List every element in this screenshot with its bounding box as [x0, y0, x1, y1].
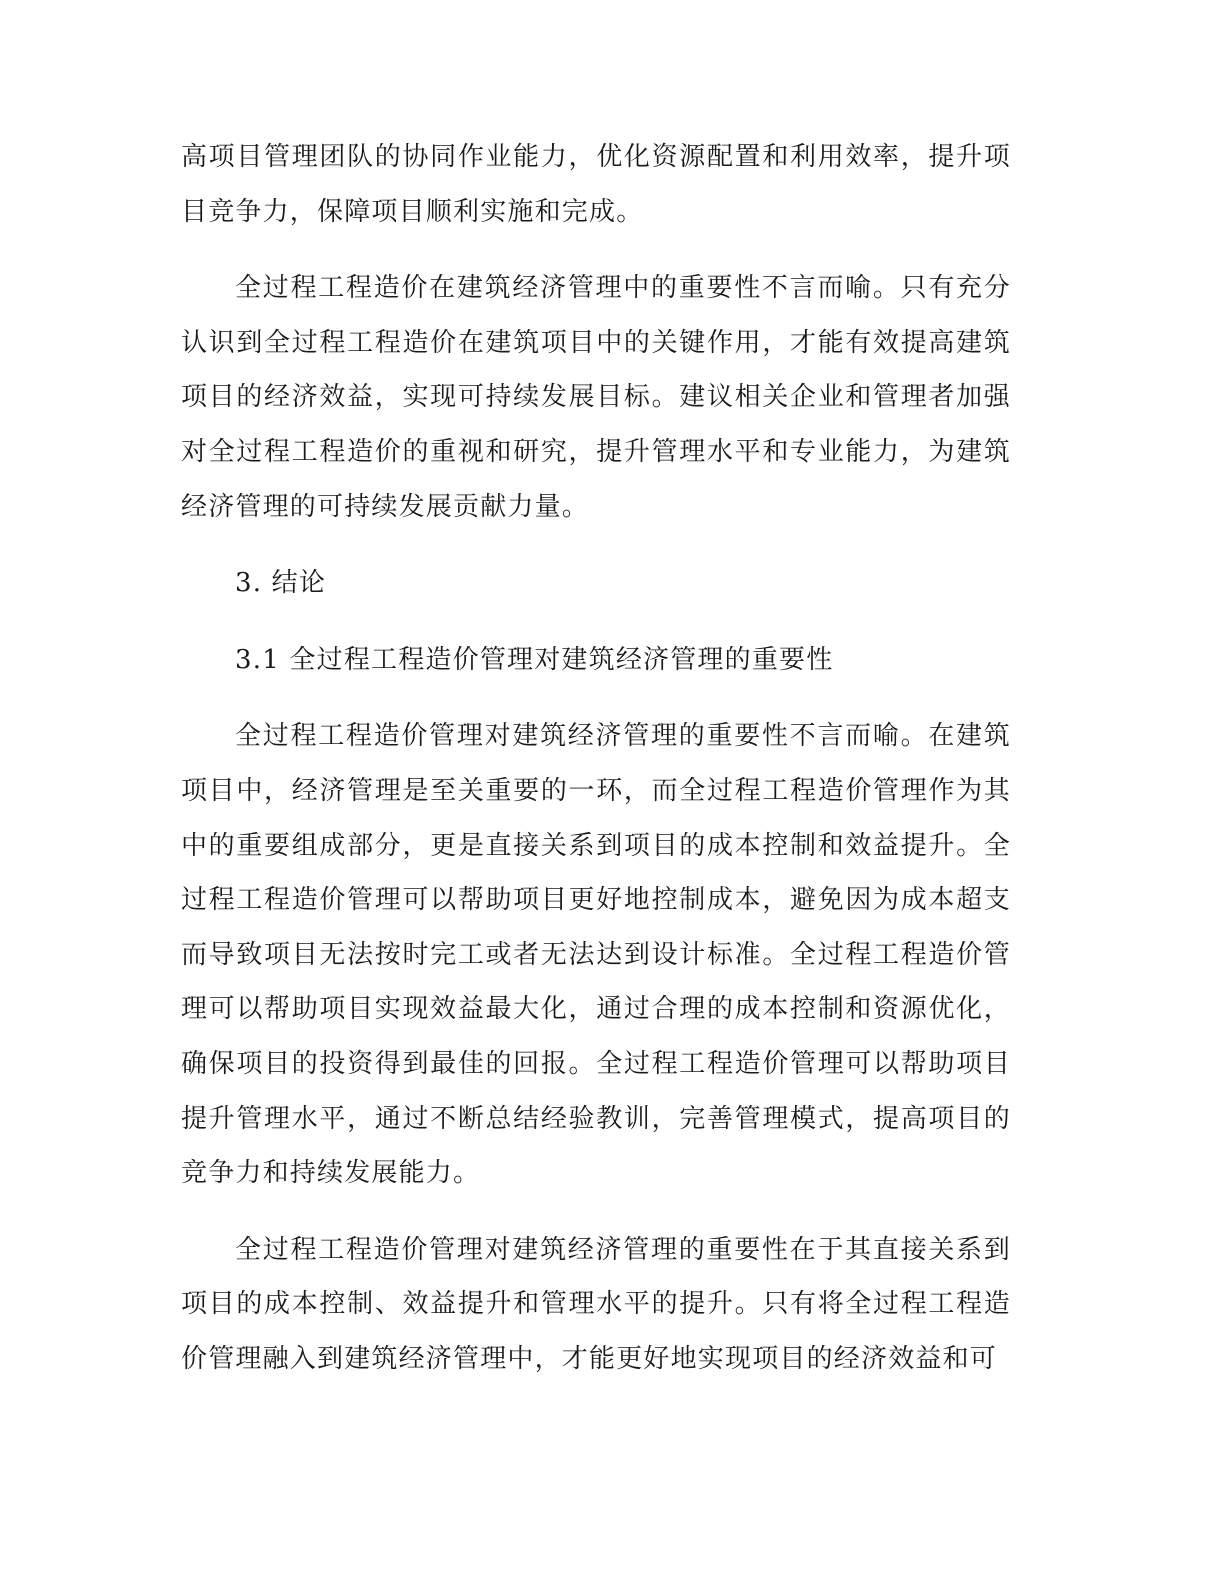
paragraph-summary: 全过程工程造价管理对建筑经济管理的重要性在于其直接关系到项目的成本控制、效益提升和管理水平的提升。只有将全过程工程造价管理融入到建筑经济管理中，才能更好地实现项目的经济效益和可 [181, 1234, 1011, 1374]
paragraph-continuation: 高项目管理团队的协同作业能力，优化资源配置和利用效率，提升项目竞争力，保障项目顺利实施和完成。 [181, 142, 1011, 227]
paragraph-cost-management: 全过程工程造价管理对建筑经济管理的重要性不言而喻。在建筑项目中，经济管理是至关重要的一环，而全过程工程造价管理作为其中的重要组成部分，更是直接关系到项目的成本控制和效益提升。全过程工程造价管理可以帮助项目更好地控制成本，避免因为成本超支而导致项目无法按时完工或者无法达到设计标准。全过程工程造价管理可以帮助项目实现效益最大化，通过合理的成本控制和资源优化，确保项目的投资得到最佳的回报。全过程工程造价管理可以帮助项目提升管理水平，通过不断总结经验教训，完善管理模式，提高项目的竞争力和持续发展能力。 [181, 721, 1011, 1189]
paragraph-importance: 全过程工程造价在建筑经济管理中的重要性不言而喻。只有充分认识到全过程工程造价在建筑项目中的关键作用，才能有效提高建筑项目的经济效益，实现可持续发展目标。建议相关企业和管理者加强对全过程工程造价的重视和研究，提升管理水平和专业能力，为建筑经济管理的可持续发展贡献力量。 [181, 273, 1011, 522]
subsection-heading-3-1: 3.1 全过程工程造价管理对建筑经济管理的重要性 [235, 644, 834, 675]
section-heading-conclusion: 3. 结论 [235, 568, 327, 599]
document-body [181, 130, 1011, 1408]
